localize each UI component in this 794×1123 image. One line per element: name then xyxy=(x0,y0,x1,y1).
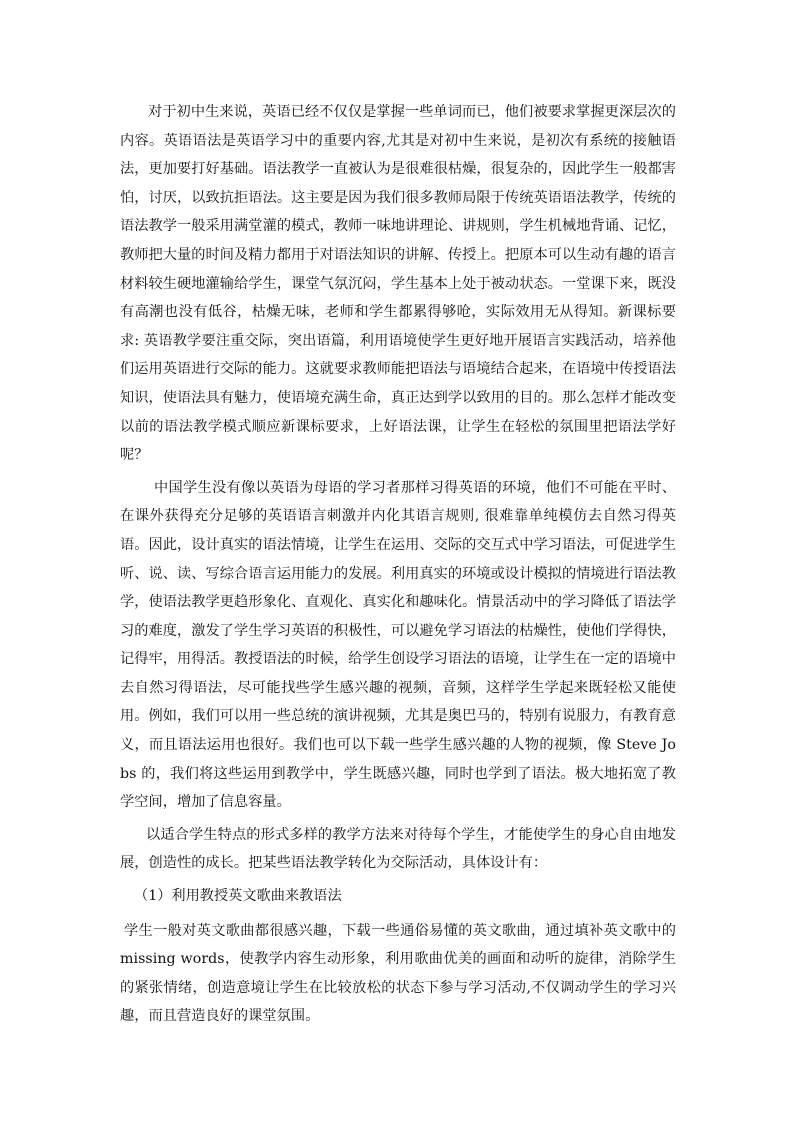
section-heading-english-songs: （1）利用教授英文歌曲来教语法 xyxy=(134,888,342,905)
paragraph-teaching-methods: 以适合学生特点的形式多样的教学方法来对待每个学生，才能使学生的身心自由地发展，创造性的成长。把某些语法教学转化为交际活动，具体设计有： xyxy=(120,826,676,872)
paragraph-english-songs: 学生一般对英文歌曲都很感兴趣，下载一些通俗易懂的英文歌曲，通过填补英文歌中的 missing words，使教学内容生动形象，利用歌曲优美的画面和动听的旋律，消除学生的紧张情绪，创造意境让学生在比较放松的状态下参与学习活动,不仅调动学生的学习兴趣，而且营造良好的课堂氛围。 xyxy=(120,922,676,1025)
document-body xyxy=(120,98,676,1031)
paragraph-grammar-context: 中国学生没有像以英语为母语的学习者那样习得英语的环境，他们不可能在平时、在课外获得充分足够的英语语言刺激并内化其语言规则, 很难靠单纯模仿去自然习得英语。因此，设计真实的语法情境，让学生在运用、交际的交互式中学习语法，可促进学生听、说、读、写综合语言运用能力的发展。利用真实的环境或设计模拟的情境进行语法教学，使语法教学更趋形象化、直观化、真实化和趣味化。情景活动中的学习降低了语法学习的难度，激发了学生学习英语的积极性，可以避免学习语法的枯燥性，使他们学得快，记得牢，用得活。教授语法的时候，给学生创设学习语法的语境，让学生在一定的语境中去自然习得语法，尽可能找些学生感兴趣的视频，音频，这样学生学起来既轻松又能使用。例如，我们可以用一些总统的演讲视频，尤其是奥巴马的，特别有说服力，有教育意义，而且语法运用也很好。我们也可以下载一些学生感兴趣的人物的视频，像 Steve Jobs 的，我们将这些运用到教学中，学生既感兴趣，同时也学到了语法。极大地拓宽了教学空间，增加了信息容量。 xyxy=(120,479,676,811)
paragraph-grammar-importance: 对于初中生来说，英语已经不仅仅是掌握一些单词而已，他们被要求掌握更深层次的内容。英语语法是英语学习中的重要内容,尤其是对初中生来说，是初次有系统的接触语法，更加要打好基础。语法教学一直被认为是很难很枯燥，很复杂的，因此学生一般都害怕，讨厌，以致抗拒语法。这主要是因为我们很多教师局限于传统英语语法教学，传统的语法教学一般采用满堂灌的模式，教师一味地讲理论、讲规则，学生机械地背诵、记忆，教师把大量的时间及精力都用于对语法知识的讲解、传授上。把原本可以生动有趣的语言材料较生硬地灌输给学生，课堂气氛沉闷，学生基本上处于被动状态。一堂课下来，既没有高潮也没有低谷，枯燥无味，老师和学生都累得够呛，实际效用无从得知。新课标要求: 英语教学要注重交际，突出语篇，利用语境使学生更好地开展语言实践活动，培养他们运用英语进行交际的能力。这就要求教师能把语法与语境结合起来，在语境中传授语法知识，使语法具有魅力，使语境充满生命，真正达到学以致用的目的。那么怎样才能改变以前的语法教学模式顺应新课标要求，上好语法课，让学生在轻松的氛围里把语法学好呢？ xyxy=(120,104,676,464)
